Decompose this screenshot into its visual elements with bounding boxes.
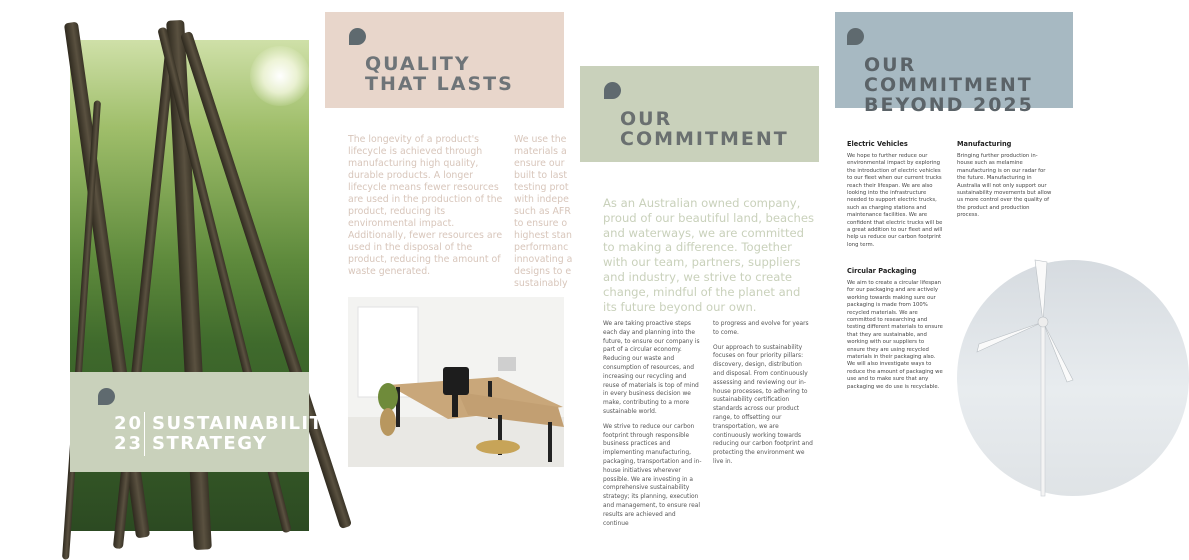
commitment-column-1: We are taking proactive steps each day and planning into the future, to ensure our company is part of a circular economy. Reducing our waste and consumption of resources, and increasing our recycling and reuse of materials is top of mind in every business decision we make, contributing to a more sustainable world. We strive to reduce our carbon footprint through responsible business practices and implementing manufacturing, packaging, transportation and in-house initiatives wherever possible. We are investing in a comprehensive sustainability strategy; its planning, execution and management, to ensure real results are achieved and continue — [603, 321, 702, 527]
commitment-header — [580, 66, 819, 162]
cover-title: SUSTAINABILITY STRATEGY — [152, 413, 338, 454]
speech-bubble-icon — [349, 28, 366, 45]
commitment-panel — [580, 66, 819, 526]
cover-panel — [70, 40, 338, 531]
beyond-2025-header — [835, 12, 1073, 116]
speech-bubble-icon — [98, 388, 115, 405]
cover-title-band — [70, 372, 338, 472]
commitment-title: OUR COMMITMENT — [620, 108, 789, 150]
cover-year: 20 23 — [114, 413, 144, 454]
commitment-intro: As an Australian owned company, proud of our beautiful land, beaches and waterways, we are committed to making a difference. Together with our team, partners, suppliers and industry, we strive to create change, mindful of the planet and its future beyond our own. — [603, 196, 815, 314]
quality-body-text: The longevity of a product's lifecycle is achieved through manufacturing high quality, durable products. A longer lifecycle means fewer resources are used in the production of the product, reducing its environmental impact. Additionally, fewer resources are used in the disposal of the product, reducing the amount of waste generated. — [348, 134, 503, 277]
speech-bubble-icon — [604, 82, 621, 99]
manufacturing-section: Manufacturing Bringing further production in-house such as melamine manufacturing is on our radar for the future. Manufacturing in Australia will not only support our sustainability movements but allow us more control over the quality of the product and production process. — [957, 140, 1052, 219]
quality-panel — [325, 12, 573, 472]
divider — [144, 412, 145, 456]
quality-title: QUALITY THAT LASTS — [365, 53, 514, 95]
quality-body-text-cut: We use the materials a ensure our built to last testing prot with indepe such as AFR to ensure o highest stan performanc innovating a designs to e sustainably — [514, 134, 573, 289]
beyond-2025-panel — [835, 12, 1073, 502]
electric-vehicles-section: Electric Vehicles We hope to further reduce our environmental impact by exploring the introduction of electric vehicles to our fleet when our current trucks reach their lifespan. We are also looking into the infrastructure needed to support electric trucks, such as charging stations and maintenance facilities. We are confident that electric trucks will be a great addition to our fleet and will help us reduce our carbon footprint long term. — [847, 140, 943, 248]
quality-header — [325, 12, 564, 108]
commitment-column-2: to progress and evolve for years to come. Our approach to sustainability focuses on four priority pillars: discovery, design, distribution and disposal. From continuously assessing and reviewing our in-house processes, to adhering to sustainability certification standards across our product range, to offsetting our transportation, we are continuously working towards reducing our carbon footprint and protecting the environment we live in. — [713, 321, 813, 465]
office-photo — [348, 297, 564, 467]
beyond-2025-title: OUR COMMITMENT BEYOND 2025 — [864, 54, 1034, 116]
wind-turbine-photo — [957, 260, 1073, 496]
speech-bubble-icon — [847, 28, 864, 45]
circular-packaging-section: Circular Packaging We aim to create a circular lifespan for our packaging and are actively working towards making sure our packaging is made from 100% recycled materials. We are committed to researching and testing different materials to ensure that they are sustainable, and working with our suppliers to ensure they are using recycled materials in their packaging also. We will also investigate ways to reduce the amount of packaging we use and to make sure that any packaging we do use is recyclable. — [847, 267, 943, 390]
